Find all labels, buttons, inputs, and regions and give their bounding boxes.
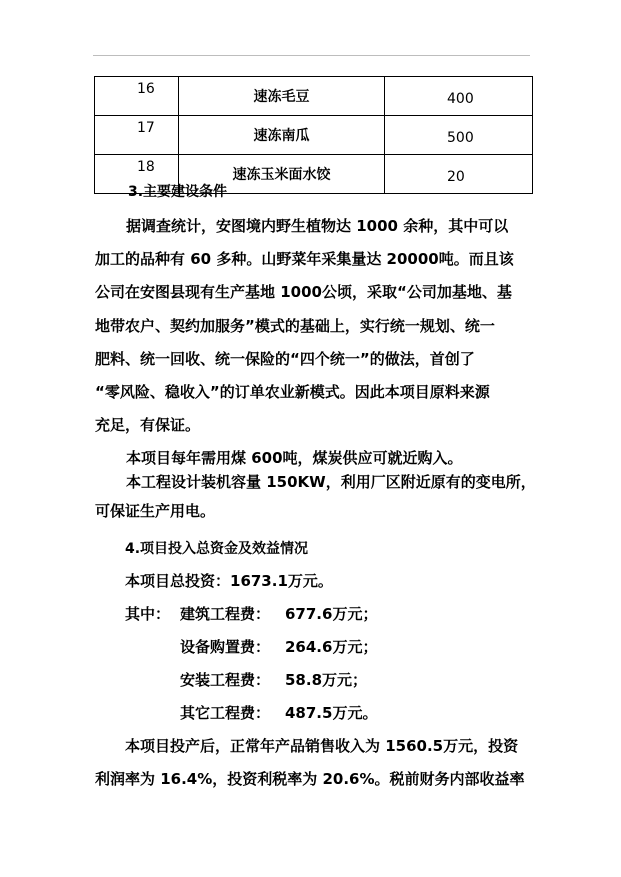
table-row [95,116,533,155]
section-3-heading: 3.主要建设条件 [128,184,228,200]
paragraph-line: “零风险、稳收入”的订单农业新模式。因此本项目原料来源 [95,383,490,401]
paragraph-line: 据调查统计，安图境内野生植物达 1000 余种，其中可以 [126,217,509,235]
paragraph-line: 充足，有保证。 [95,416,201,434]
paragraph-line: 本项目投产后，正常年产品销售收入为 1560.5万元，投资 [125,737,519,755]
paragraph-line: 利润率为 16.4%，投资利税率为 20.6%。税前财务内部收益率 [95,770,525,788]
row-number: 16 [95,77,179,116]
paragraph-line: 肥料、统一回收、统一保险的“四个统一”的做法，首创了 [95,350,475,368]
cost-item-value: 677.6万元； [285,605,378,623]
cost-item-label: 其它工程费： [180,704,271,722]
among-label: 其中： [125,605,171,623]
product-table [94,76,533,194]
product-value: 500 [385,116,533,155]
paragraph-line: 本项目每年需用煤 600吨，煤炭供应可就近购入。 [126,449,463,467]
section-4-heading: 4.项目投入总资金及效益情况 [125,541,309,557]
paragraph-line: 地带农户、契约加服务”模式的基础上，实行统一规划、统一 [95,317,495,335]
page-header-rule [93,55,530,56]
row-number: 18 [95,155,179,194]
row-number: 17 [95,116,179,155]
product-name: 速冻南瓜 [179,116,385,155]
product-value: 20 [385,155,533,194]
cost-item-value: 264.6万元； [285,638,378,656]
paragraph-line: 可保证生产用电。 [95,502,216,520]
cost-item-label: 建筑工程费： [180,605,271,623]
product-name: 速冻玉米面水饺 [179,155,385,194]
paragraph-line: 本工程设计装机容量 150KW，利用厂区附近原有的变电所， [126,473,536,491]
cost-item-label: 安装工程费： [180,671,271,689]
cost-item-label: 设备购置费： [180,638,271,656]
product-value: 400 [385,77,533,116]
cost-item-value: 487.5万元。 [285,704,378,722]
table-row [95,77,533,116]
cost-item-value: 58.8万元； [285,671,368,689]
product-name: 速冻毛豆 [179,77,385,116]
total-investment: 本项目总投资：1673.1万元。 [125,572,333,590]
paragraph-line: 加工的品种有 60 多种。山野菜年采集量达 20000吨。而且该 [95,250,514,268]
paragraph-line: 公司在安图县现有生产基地 1000公顷，采取“公司加基地、基 [95,283,512,301]
